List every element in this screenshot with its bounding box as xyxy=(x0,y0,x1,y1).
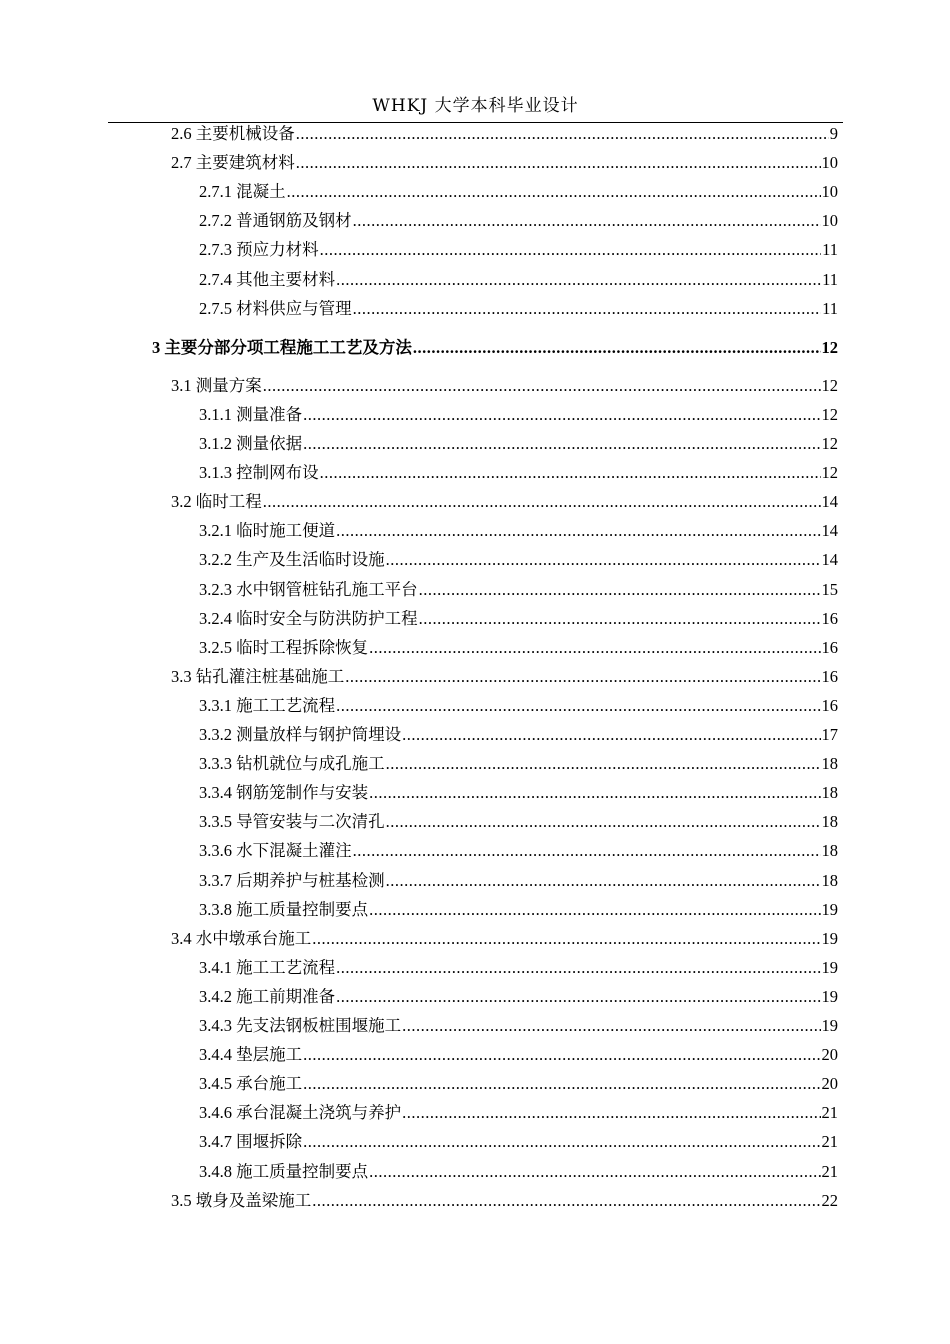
toc-entry-page-number: 18 xyxy=(821,783,838,803)
toc-entry-page-number: 9 xyxy=(829,124,838,143)
toc-entry-page-number: 18 xyxy=(821,841,838,861)
toc-entry[interactable] xyxy=(199,1012,838,1040)
toc-entry-page-number: 15 xyxy=(821,579,838,599)
toc-entry-title: 3.3 钻孔灌注桩基础施工 xyxy=(171,666,345,686)
toc-dot-leader xyxy=(402,721,820,749)
toc-entry-title: 2.7.2 普通钢筋及钢材 xyxy=(199,211,352,231)
toc-entry-page-number: 21 xyxy=(821,1161,838,1181)
toc-entry-title: 3.4.8 施工质量控制要点 xyxy=(199,1161,369,1181)
toc-entry-title: 3.3.5 导管安装与二次清孔 xyxy=(199,812,385,832)
toc-entry-title: 3.3.4 钢筋笼制作与安装 xyxy=(199,783,369,803)
toc-entry[interactable] xyxy=(171,372,838,400)
toc-entry-title: 3.2.2 生产及生活临时设施 xyxy=(199,550,385,570)
toc-dot-leader xyxy=(303,1128,820,1156)
toc-entry[interactable] xyxy=(199,605,838,633)
toc-dot-leader xyxy=(402,1012,820,1040)
toc-dot-leader xyxy=(369,779,820,807)
toc-entry-title: 3.3.1 施工工艺流程 xyxy=(199,695,336,715)
toc-entry-page-number: 12 xyxy=(821,434,838,453)
toc-entry[interactable] xyxy=(199,546,838,574)
toc-entry-title: 3.4.5 承台施工 xyxy=(199,1074,303,1094)
toc-entry-page-number: 18 xyxy=(821,754,838,774)
toc-entry[interactable] xyxy=(199,1041,838,1069)
toc-entry-title: 3.4.4 垫层施工 xyxy=(199,1045,303,1065)
toc-entry-title: 3.4.1 施工工艺流程 xyxy=(199,957,336,977)
toc-entry-page-number: 20 xyxy=(821,1074,838,1094)
toc-dot-leader xyxy=(287,178,821,206)
toc-entry-title: 3.4.3 先支法钢板桩围堰施工 xyxy=(199,1016,402,1035)
toc-entry-page-number: 19 xyxy=(821,957,838,977)
toc-entry-page-number: 18 xyxy=(821,870,838,890)
toc-entry[interactable] xyxy=(199,1070,838,1098)
toc-entry-page-number: 18 xyxy=(821,812,838,832)
toc-dot-leader xyxy=(303,1070,820,1098)
toc-dot-leader xyxy=(369,1158,820,1186)
toc-dot-leader xyxy=(336,954,820,982)
toc-dot-leader xyxy=(303,401,820,429)
toc-dot-leader xyxy=(369,896,820,924)
toc-entry-title: 3.1.1 测量准备 xyxy=(199,404,303,424)
toc-entry[interactable] xyxy=(171,1187,838,1215)
toc-entry-page-number: 11 xyxy=(822,269,838,289)
toc-entry[interactable] xyxy=(171,120,838,148)
toc-dot-leader xyxy=(336,266,821,294)
toc-entry-title: 2.7.3 预应力材料 xyxy=(199,240,319,260)
toc-entry-title: 3.3.2 测量放样与钢护筒埋设 xyxy=(199,725,402,744)
toc-entry-page-number: 12 xyxy=(821,463,838,483)
toc-entry-page-number: 14 xyxy=(821,521,838,541)
toc-entry[interactable] xyxy=(199,721,838,749)
toc-dot-leader xyxy=(353,837,821,865)
toc-entry[interactable] xyxy=(199,576,838,604)
toc-entry-title: 3.3.8 施工质量控制要点 xyxy=(199,899,369,919)
toc-entry-title: 3.2.1 临时施工便道 xyxy=(199,521,336,541)
toc-entry-title: 3.2 临时工程 xyxy=(171,492,262,512)
toc-dot-leader xyxy=(296,120,829,148)
toc-entry[interactable] xyxy=(199,808,838,836)
toc-entry-title: 3.3.3 钻机就位与成孔施工 xyxy=(199,754,385,774)
toc-dot-leader xyxy=(386,808,821,836)
toc-entry[interactable] xyxy=(199,983,838,1011)
toc-dot-leader xyxy=(386,750,821,778)
toc-entry-title: 2.6 主要机械设备 xyxy=(171,124,295,143)
toc-entry-page-number: 16 xyxy=(821,637,838,657)
toc-entry-page-number: 10 xyxy=(821,211,838,231)
toc-entry-page-number: 14 xyxy=(821,550,838,570)
toc-entry-page-number: 10 xyxy=(821,182,838,202)
toc-dot-leader xyxy=(419,605,821,633)
toc-entry-title: 2.7.4 其他主要材料 xyxy=(199,269,336,289)
toc-dot-leader xyxy=(336,517,820,545)
toc-entry-page-number: 19 xyxy=(821,899,838,919)
toc-entry-page-number: 19 xyxy=(821,928,838,948)
toc-entry[interactable] xyxy=(152,334,838,362)
toc-entry-page-number: 12 xyxy=(821,404,838,424)
toc-entry-page-number: 12 xyxy=(821,375,838,395)
toc-dot-leader xyxy=(413,334,821,362)
toc-dot-leader xyxy=(386,546,821,574)
toc-entry[interactable] xyxy=(199,207,838,235)
toc-entry-title: 3.2.5 临时工程拆除恢复 xyxy=(199,637,369,657)
toc-entry-title: 3.2.3 水中钢管桩钻孔施工平台 xyxy=(199,579,418,599)
toc-entry[interactable] xyxy=(199,837,838,865)
toc-entry[interactable] xyxy=(199,692,838,720)
toc-entry[interactable] xyxy=(199,634,838,662)
toc-entry-title: 2.7.1 混凝土 xyxy=(199,182,286,202)
toc-entry[interactable] xyxy=(199,954,838,982)
toc-entry-title: 3 主要分部分项工程施工工艺及方法 xyxy=(152,337,412,357)
toc-dot-leader xyxy=(336,692,820,720)
toc-dot-leader xyxy=(312,925,820,953)
toc-entry[interactable] xyxy=(171,925,838,953)
toc-entry-page-number: 21 xyxy=(821,1132,838,1152)
toc-entry[interactable] xyxy=(199,896,838,924)
toc-dot-leader xyxy=(263,488,821,516)
toc-dot-leader xyxy=(296,149,821,177)
toc-entry-title: 3.1 测量方案 xyxy=(171,375,262,395)
toc-entry-page-number: 16 xyxy=(821,695,838,715)
toc-dot-leader xyxy=(263,372,821,400)
toc-entry-title: 3.5 墩身及盖梁施工 xyxy=(171,1190,312,1210)
toc-entry-title: 3.4.2 施工前期准备 xyxy=(199,986,336,1006)
toc-dot-leader xyxy=(303,430,820,458)
header-title: WHKJ 大学本科毕业设计 xyxy=(372,96,579,116)
toc-entry[interactable] xyxy=(199,750,838,778)
toc-dot-leader xyxy=(345,663,820,691)
toc-entry-page-number: 16 xyxy=(821,608,838,628)
toc-entry[interactable] xyxy=(171,149,838,177)
toc-entry-title: 3.3.6 水下混凝土灌注 xyxy=(199,841,352,861)
toc-entry[interactable] xyxy=(199,459,838,487)
toc-entry-title: 2.7 主要建筑材料 xyxy=(171,153,295,173)
toc-dot-leader xyxy=(369,634,820,662)
toc-entry[interactable] xyxy=(171,488,838,516)
toc-entry-page-number: 19 xyxy=(821,986,838,1006)
toc-entry[interactable] xyxy=(199,401,838,429)
toc-entry[interactable] xyxy=(199,1158,838,1186)
toc-entry-title: 3.4.7 围堰拆除 xyxy=(199,1132,303,1152)
toc-entry-page-number: 17 xyxy=(821,725,838,744)
toc-dot-leader xyxy=(303,1041,820,1069)
toc-entry[interactable] xyxy=(171,663,838,691)
toc-entry-page-number: 11 xyxy=(822,298,838,318)
toc-dot-leader xyxy=(320,236,821,264)
toc-entry-title: 3.3.7 后期养护与桩基检测 xyxy=(199,870,385,890)
toc-entry[interactable] xyxy=(199,1099,838,1127)
toc-entry-title: 3.4 水中墩承台施工 xyxy=(171,928,312,948)
toc-dot-leader xyxy=(320,459,821,487)
toc-dot-leader xyxy=(353,295,821,323)
toc-entry[interactable] xyxy=(199,178,838,206)
toc-entry[interactable] xyxy=(199,517,838,545)
toc-entry-page-number: 21 xyxy=(821,1103,838,1123)
toc-entry[interactable] xyxy=(199,1128,838,1156)
toc-entry-page-number: 16 xyxy=(821,666,838,686)
page-header xyxy=(108,92,843,123)
toc-entry[interactable] xyxy=(199,779,838,807)
toc-entry-page-number: 12 xyxy=(821,337,838,357)
toc-entry-title: 2.7.5 材料供应与管理 xyxy=(199,298,352,318)
toc-dot-leader xyxy=(353,207,821,235)
toc-dot-leader xyxy=(386,867,821,895)
toc-entry-page-number: 10 xyxy=(821,153,838,173)
toc-dot-leader xyxy=(336,983,820,1011)
toc-entry[interactable] xyxy=(199,236,838,264)
toc-entry-page-number: 22 xyxy=(821,1190,838,1210)
toc-dot-leader xyxy=(312,1187,820,1215)
toc-entry[interactable] xyxy=(199,430,838,458)
toc-entry-title: 3.2.4 临时安全与防洪防护工程 xyxy=(199,608,418,628)
toc-entry-title: 3.4.6 承台混凝土浇筑与养护 xyxy=(199,1103,402,1123)
toc-entry-page-number: 19 xyxy=(821,1016,838,1035)
toc-entry[interactable] xyxy=(199,266,838,294)
toc-dot-leader xyxy=(419,576,821,604)
toc-entry-title: 3.1.2 测量依据 xyxy=(199,434,303,453)
toc-entry[interactable] xyxy=(199,295,838,323)
toc-entry-page-number: 11 xyxy=(822,240,838,260)
toc-dot-leader xyxy=(402,1099,820,1127)
toc-entry-page-number: 14 xyxy=(821,492,838,512)
toc-entry[interactable] xyxy=(199,867,838,895)
toc-entry-title: 3.1.3 控制网布设 xyxy=(199,463,319,483)
toc-entry-page-number: 20 xyxy=(821,1045,838,1065)
